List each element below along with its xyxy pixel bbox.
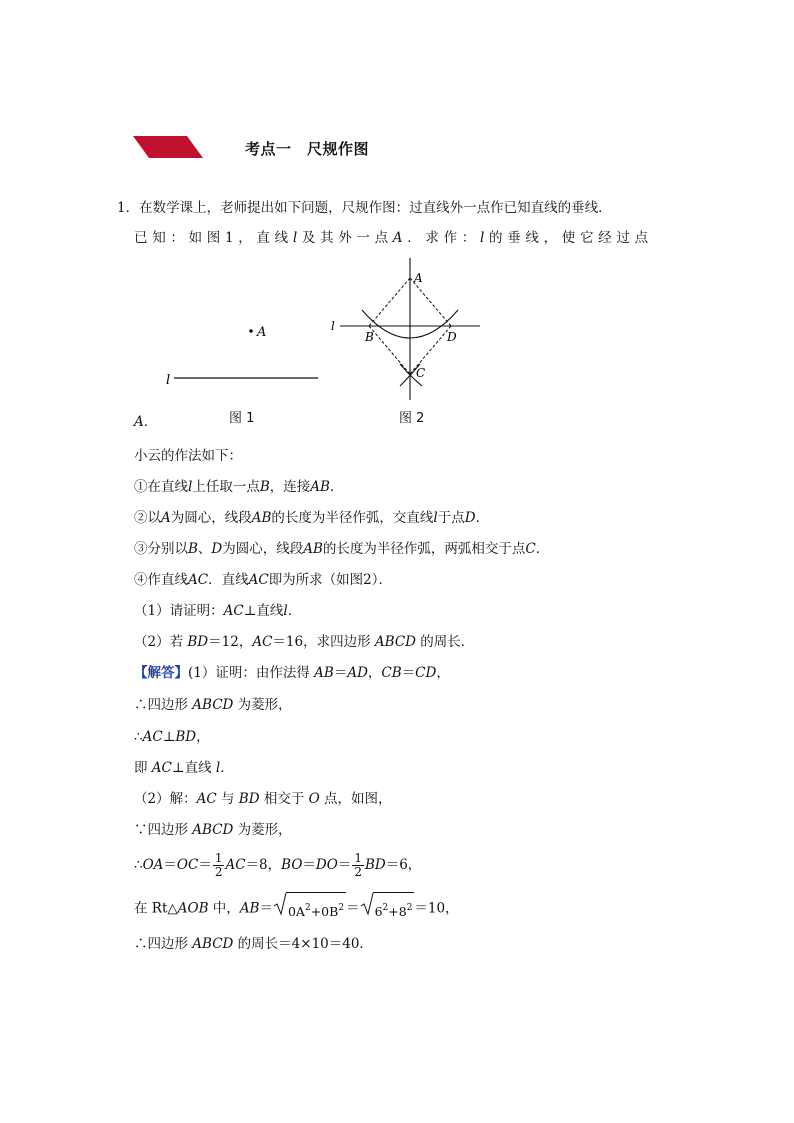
figure-2	[328, 258, 488, 408]
label-c: C	[416, 366, 426, 380]
figure-2-caption: 图 2	[399, 411, 425, 426]
solution-line-4: 即 AC⊥直线 l．	[134, 760, 234, 776]
step-4: ④作直线AC．直线AC即为所求（如图2）．	[134, 572, 393, 588]
solution-line-3: ∴AC⊥BD，	[134, 729, 210, 745]
question-1: （1）请证明：AC⊥直线l．	[134, 603, 302, 619]
section-header-bar	[133, 136, 203, 158]
figure-1-caption: 图 1	[229, 411, 255, 426]
solution-line-8: 在 Rt△AOB 中，AB＝ $0A^2+0B^2$ ＝ $6^2+8^2 =10$，	[134, 892, 459, 926]
label-b: B	[365, 330, 374, 344]
solution-line-1: 【解答】(1）证明：由作法得 AB＝AD，CB＝CD，	[134, 665, 450, 681]
point-a-label: A	[257, 325, 267, 340]
sqrt-oa-ob: $0A^2+0B^2$	[273, 892, 346, 926]
segment-ab	[369, 278, 410, 326]
solution-line-5: （2）解：AC 与 BD 相交于 O 点，如图，	[134, 791, 392, 807]
point-a-dot	[249, 329, 253, 333]
solution-line-6: ∵四边形 ABCD 为菱形，	[134, 822, 292, 838]
problem-given: 已 知 ： 如 图 1 ， 直 线 l 及 其 外 一 点 A ． 求 作 ： l 的 垂 线 ， 使 它 经 过 点	[134, 230, 649, 246]
sqrt-6-8: $6^2+8^2$	[360, 892, 415, 926]
step-2: ②以A为圆心，线段AB的长度为半径作弧，交直线l于点D．	[134, 510, 490, 526]
question-2: （2）若 BD＝12，AC＝16，求四边形 ABCD 的周长．	[134, 634, 475, 650]
line-l-label: l	[166, 373, 171, 388]
label-d: D	[447, 330, 457, 344]
fraction-one-half-2: $\frac{1}{2}$	[354, 851, 362, 879]
solution-line-9: ∴四边形 ABCD 的周长＝4×10＝40．	[134, 936, 373, 952]
step-3: ③分别以B、D为圆心，线段AB的长度为半径作弧，两弧相交于点C．	[134, 541, 550, 557]
solution-tag: 【解答】	[134, 665, 188, 681]
fraction-one-half: $\frac{1}{2}$	[214, 851, 223, 879]
solution-line-2: ∴四边形 ABCD 为菱形，	[134, 697, 292, 713]
solution-line-7: ∴OA＝OC＝ $\frac{1}{2}$ AC＝8，BO＝DO＝ $\frac{1}{2}$ BD＝6，	[134, 851, 422, 879]
label-l: l	[331, 319, 335, 333]
section-title: 考点一 尺规作图	[245, 140, 370, 158]
segment-ad	[410, 278, 451, 326]
method-title: 小云的作法如下：	[134, 448, 242, 464]
problem-given-end: A．	[134, 414, 158, 430]
problem-intro: 1．在数学课上，老师提出如下问题，尺规作图：过直线外一点作已知直线的垂线．	[117, 200, 612, 216]
step-1: ①在直线l上任取一点B，连接AB．	[134, 479, 344, 495]
label-a: A	[414, 271, 423, 285]
